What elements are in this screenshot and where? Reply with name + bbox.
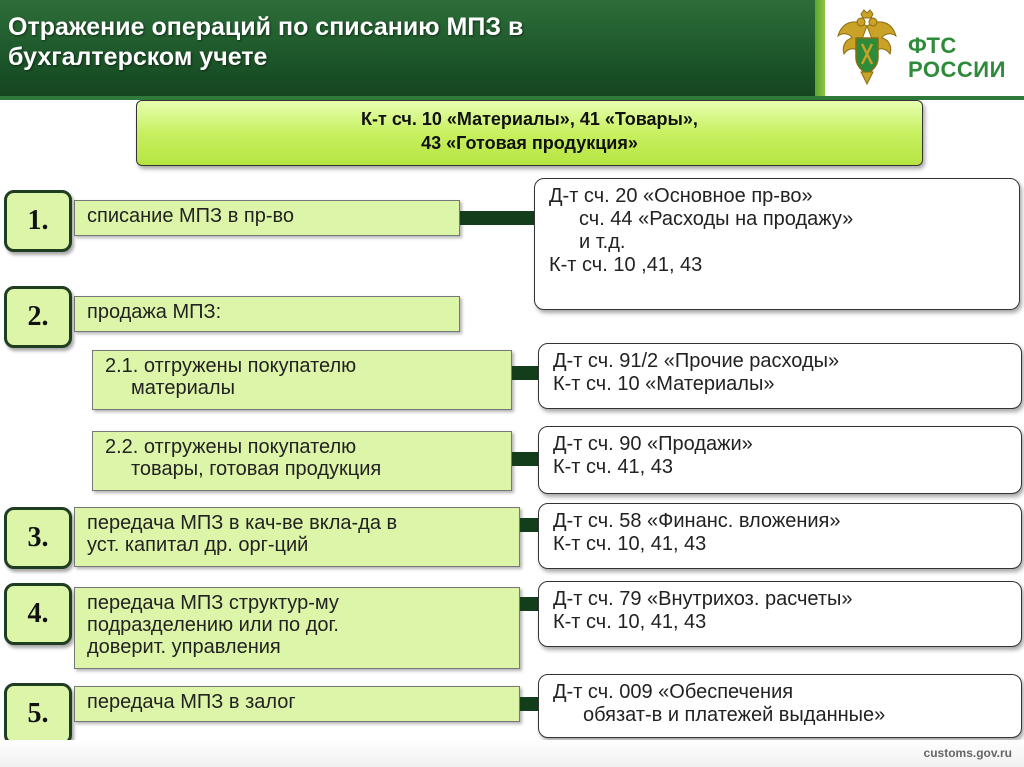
operation-4 xyxy=(74,587,520,669)
operation-2-2 xyxy=(92,431,512,491)
entry-2-2-line2: К-т сч. 41, 43 xyxy=(553,456,673,478)
operation-3 xyxy=(74,507,520,567)
page-title xyxy=(8,12,798,72)
connector-2-1 xyxy=(512,366,540,380)
operation-1 xyxy=(74,200,460,236)
entry-2-1-line2: К-т сч. 10 «Материалы» xyxy=(553,373,775,395)
entry-4-line2: К-т сч. 10, 41, 43 xyxy=(553,611,707,633)
entry-2-2 xyxy=(538,426,1022,494)
entry-1-line4: К-т сч. 10 ,41, 43 xyxy=(549,254,703,276)
operation-2-text: продажа МПЗ: xyxy=(87,301,222,323)
header-accent-stripe xyxy=(815,0,825,96)
page-title-line2: бухгалтерском учете xyxy=(8,43,268,71)
connector-3 xyxy=(520,518,538,532)
operation-1-text: списание МПЗ в пр-во xyxy=(87,205,295,227)
operation-4-line3: доверит. управления xyxy=(87,636,281,658)
entry-1-line3: и т.д. xyxy=(579,231,626,253)
logo-text-line1: ФТС xyxy=(908,33,957,58)
entry-4 xyxy=(538,581,1022,647)
step-number-5: 5. xyxy=(4,683,72,745)
entry-2-1 xyxy=(538,343,1022,409)
entry-4-line1: Д-т сч. 79 «Внутрихоз. расчеты» xyxy=(553,588,853,610)
entry-1 xyxy=(534,178,1020,310)
operation-2-2-line2: товары, готовая продукция xyxy=(131,458,382,480)
entry-5-line2: обязат-в и платежей выданные» xyxy=(583,704,886,726)
entry-3 xyxy=(538,503,1022,569)
logo-text-line2: РОССИИ xyxy=(908,57,1006,82)
entry-2-1-line1: Д-т сч. 91/2 «Прочие расходы» xyxy=(553,350,840,372)
page-title-line1: Отражение операций по списанию МПЗ в xyxy=(8,13,524,41)
credit-line2: 43 «Готовая продукция» xyxy=(421,133,638,153)
credit-accounts-box xyxy=(136,100,923,166)
title-banner xyxy=(0,0,815,96)
connector-1 xyxy=(460,211,536,225)
connector-5 xyxy=(520,697,538,711)
header xyxy=(0,0,1024,96)
operation-4-line2: подразделению или по дог. xyxy=(87,614,339,636)
step-number-1: 1. xyxy=(4,190,72,252)
connector-2-2 xyxy=(512,452,540,466)
logo-text xyxy=(908,34,1006,82)
connector-4 xyxy=(520,597,538,611)
double-headed-eagle-emblem-icon xyxy=(834,8,900,88)
entry-1-line1: Д-т сч. 20 «Основное пр-во» xyxy=(549,185,813,207)
operation-3-line2: уст. капитал др. орг-ций xyxy=(87,534,309,556)
credit-line1: К-т сч. 10 «Материалы», 41 «Товары», xyxy=(361,109,698,129)
entry-2-2-line1: Д-т сч. 90 «Продажи» xyxy=(553,433,753,455)
operation-4-line1: передача МПЗ структур-му xyxy=(87,592,339,614)
fts-logo xyxy=(826,0,1024,96)
entry-5-line1: Д-т сч. 009 «Обеспечения xyxy=(553,681,794,703)
entry-3-line1: Д-т сч. 58 «Финанс. вложения» xyxy=(553,510,841,532)
operation-5 xyxy=(74,686,520,722)
operation-2-1 xyxy=(92,350,512,410)
entry-3-line2: К-т сч. 10, 41, 43 xyxy=(553,533,707,555)
operation-5-text: передача МПЗ в залог xyxy=(87,691,296,713)
footer xyxy=(0,740,1024,767)
footer-url: customs.gov.ru xyxy=(923,746,1012,760)
operation-2-1-line1: 2.1. отгружены покупателю xyxy=(105,355,357,377)
step-number-3: 3. xyxy=(4,507,72,569)
step-number-4: 4. xyxy=(4,583,72,645)
entry-1-line2: сч. 44 «Расходы на продажу» xyxy=(579,208,854,230)
operation-2-2-line1: 2.2. отгружены покупателю xyxy=(105,436,357,458)
operation-3-line1: передача МПЗ в кач-ве вкла-да в xyxy=(87,512,398,534)
step-number-2: 2. xyxy=(4,286,72,348)
operation-2-1-line2: материалы xyxy=(131,377,235,399)
operation-2 xyxy=(74,296,460,332)
entry-5 xyxy=(538,674,1022,738)
